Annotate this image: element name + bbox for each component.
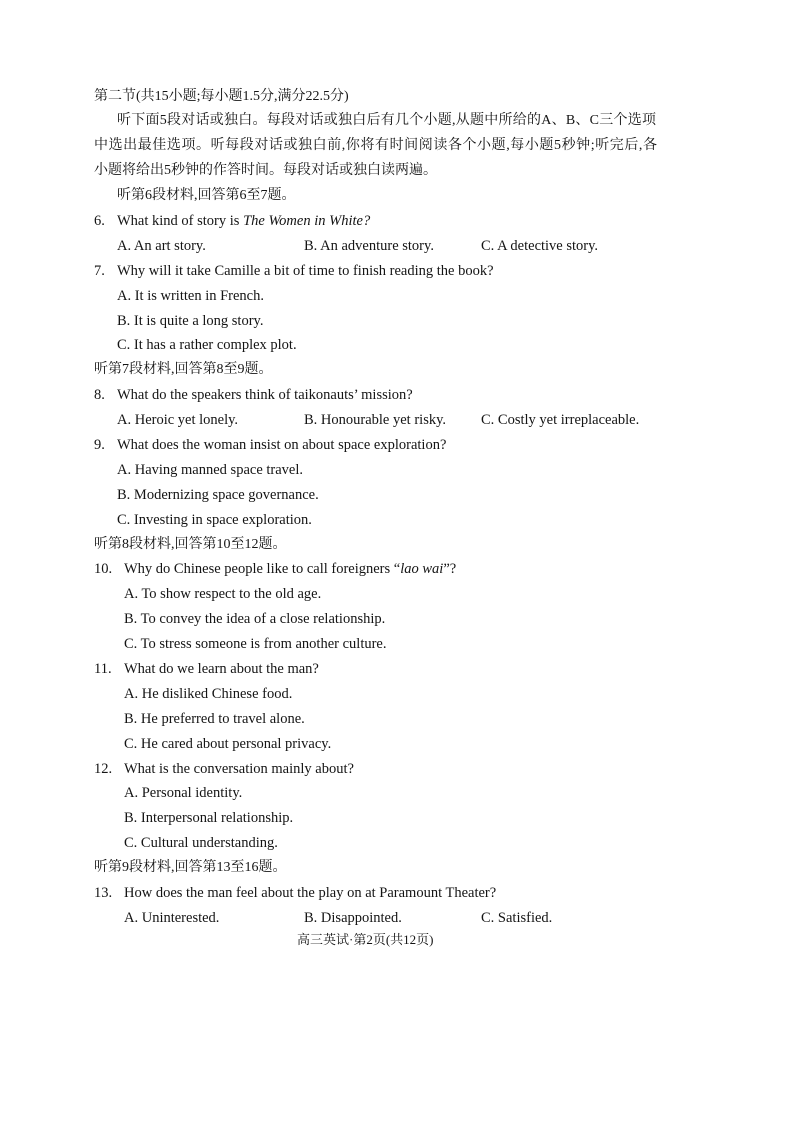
question-stem: Why do Chinese people like to call foreigners “	[124, 561, 401, 578]
question-stem: What kind of story is	[117, 212, 244, 229]
option-b: B. It is quite a long story.	[117, 312, 264, 329]
question-stem: What do we learn about the man?	[124, 660, 319, 677]
question-10	[94, 557, 694, 582]
option-c: C. Cultural understanding.	[124, 835, 278, 852]
question-number: 13.	[94, 885, 113, 901]
question-13	[94, 881, 694, 906]
option-b: B. Interpersonal relationship.	[124, 810, 294, 827]
question-number: 11.	[94, 660, 112, 677]
option-a: A. Heroic yet lonely.	[117, 412, 239, 429]
option-a: A. He disliked Chinese food.	[124, 685, 293, 702]
page-footer: 高三英试·第2页(共12页)	[297, 932, 434, 947]
group-intro: 听第7段材料,回答第8至9题。	[94, 362, 273, 378]
question-number: 6.	[94, 212, 105, 229]
option-b: B. To convey the idea of a close relationship.	[124, 611, 386, 628]
option-a: A. It is written in French.	[117, 287, 264, 304]
instruction-line-1: 听下面5段对话或独白。每段对话或独白后有几个小题,从题中所给的A、B、C三个选项	[117, 113, 656, 129]
option-b: B. Disappointed.	[304, 909, 402, 926]
question-number: 12.	[94, 760, 113, 777]
group-intro: 听第8段材料,回答第10至12题。	[94, 536, 287, 552]
question-stem: How does the man feel about the play on at Paramount Theater?	[124, 885, 497, 901]
group-intro: 听第6段材料,回答第6至7题。	[117, 188, 296, 204]
option-b: B. He preferred to travel alone.	[124, 710, 305, 727]
question-7	[94, 259, 694, 284]
question-number: 8.	[94, 387, 105, 404]
question-number: 9.	[94, 436, 105, 453]
section-heading: 第二节(共15小题;每小题1.5分,满分22.5分)	[94, 88, 349, 104]
question-stem: What is the conversation mainly about?	[124, 760, 354, 777]
question-number: 7.	[94, 262, 105, 279]
option-c: C. Satisfied.	[481, 909, 553, 926]
options-row	[94, 408, 694, 433]
question-9	[94, 433, 694, 458]
question-stem: What do the speakers think of taikonauts’ mission?	[117, 387, 413, 404]
option-a: A. Having manned space travel.	[117, 461, 304, 478]
question-stem: What does the woman insist on about space exploration?	[117, 436, 447, 453]
option-a: A. To show respect to the old age.	[124, 586, 322, 603]
option-a: A. An art story.	[117, 237, 206, 254]
instruction-line-3: 小题将给出5秒钟的作答时间。每段对话或独白读两遍。	[94, 163, 437, 179]
option-c: C. It has a rather complex plot.	[117, 337, 297, 354]
question-stem: Why will it take Camille a bit of time to finish reading the book?	[117, 262, 494, 279]
exam-page	[94, 85, 694, 931]
option-c: C. Investing in space exploration.	[117, 511, 312, 528]
question-stem-end: ”?	[443, 561, 457, 578]
question-stem-italic: The Women in White?	[243, 212, 371, 229]
option-c: C. To stress someone is from another culture.	[124, 636, 387, 653]
options-row	[94, 234, 694, 259]
question-number: 10.	[94, 561, 113, 578]
group-intro: 听第9段材料,回答第13至16题。	[94, 860, 287, 876]
question-11	[94, 657, 694, 682]
option-b: B. Modernizing space governance.	[117, 486, 319, 503]
option-a: A. Uninterested.	[124, 909, 220, 926]
option-c: C. Costly yet irreplaceable.	[481, 412, 640, 429]
option-c: C. A detective story.	[481, 237, 599, 254]
question-stem-italic: lao wai	[400, 561, 444, 578]
instruction-line-2: 中选出最佳选项。听每段对话或独白前,你将有时间阅读各个小题,每小题5秒钟;听完后,各	[94, 138, 657, 154]
question-8	[94, 383, 694, 408]
option-b: B. An adventure story.	[304, 237, 434, 254]
option-c: C. He cared about personal privacy.	[124, 735, 332, 752]
option-a: A. Personal identity.	[124, 785, 243, 802]
question-12	[94, 757, 694, 782]
question-6	[94, 209, 694, 234]
option-b: B. Honourable yet risky.	[304, 412, 447, 429]
